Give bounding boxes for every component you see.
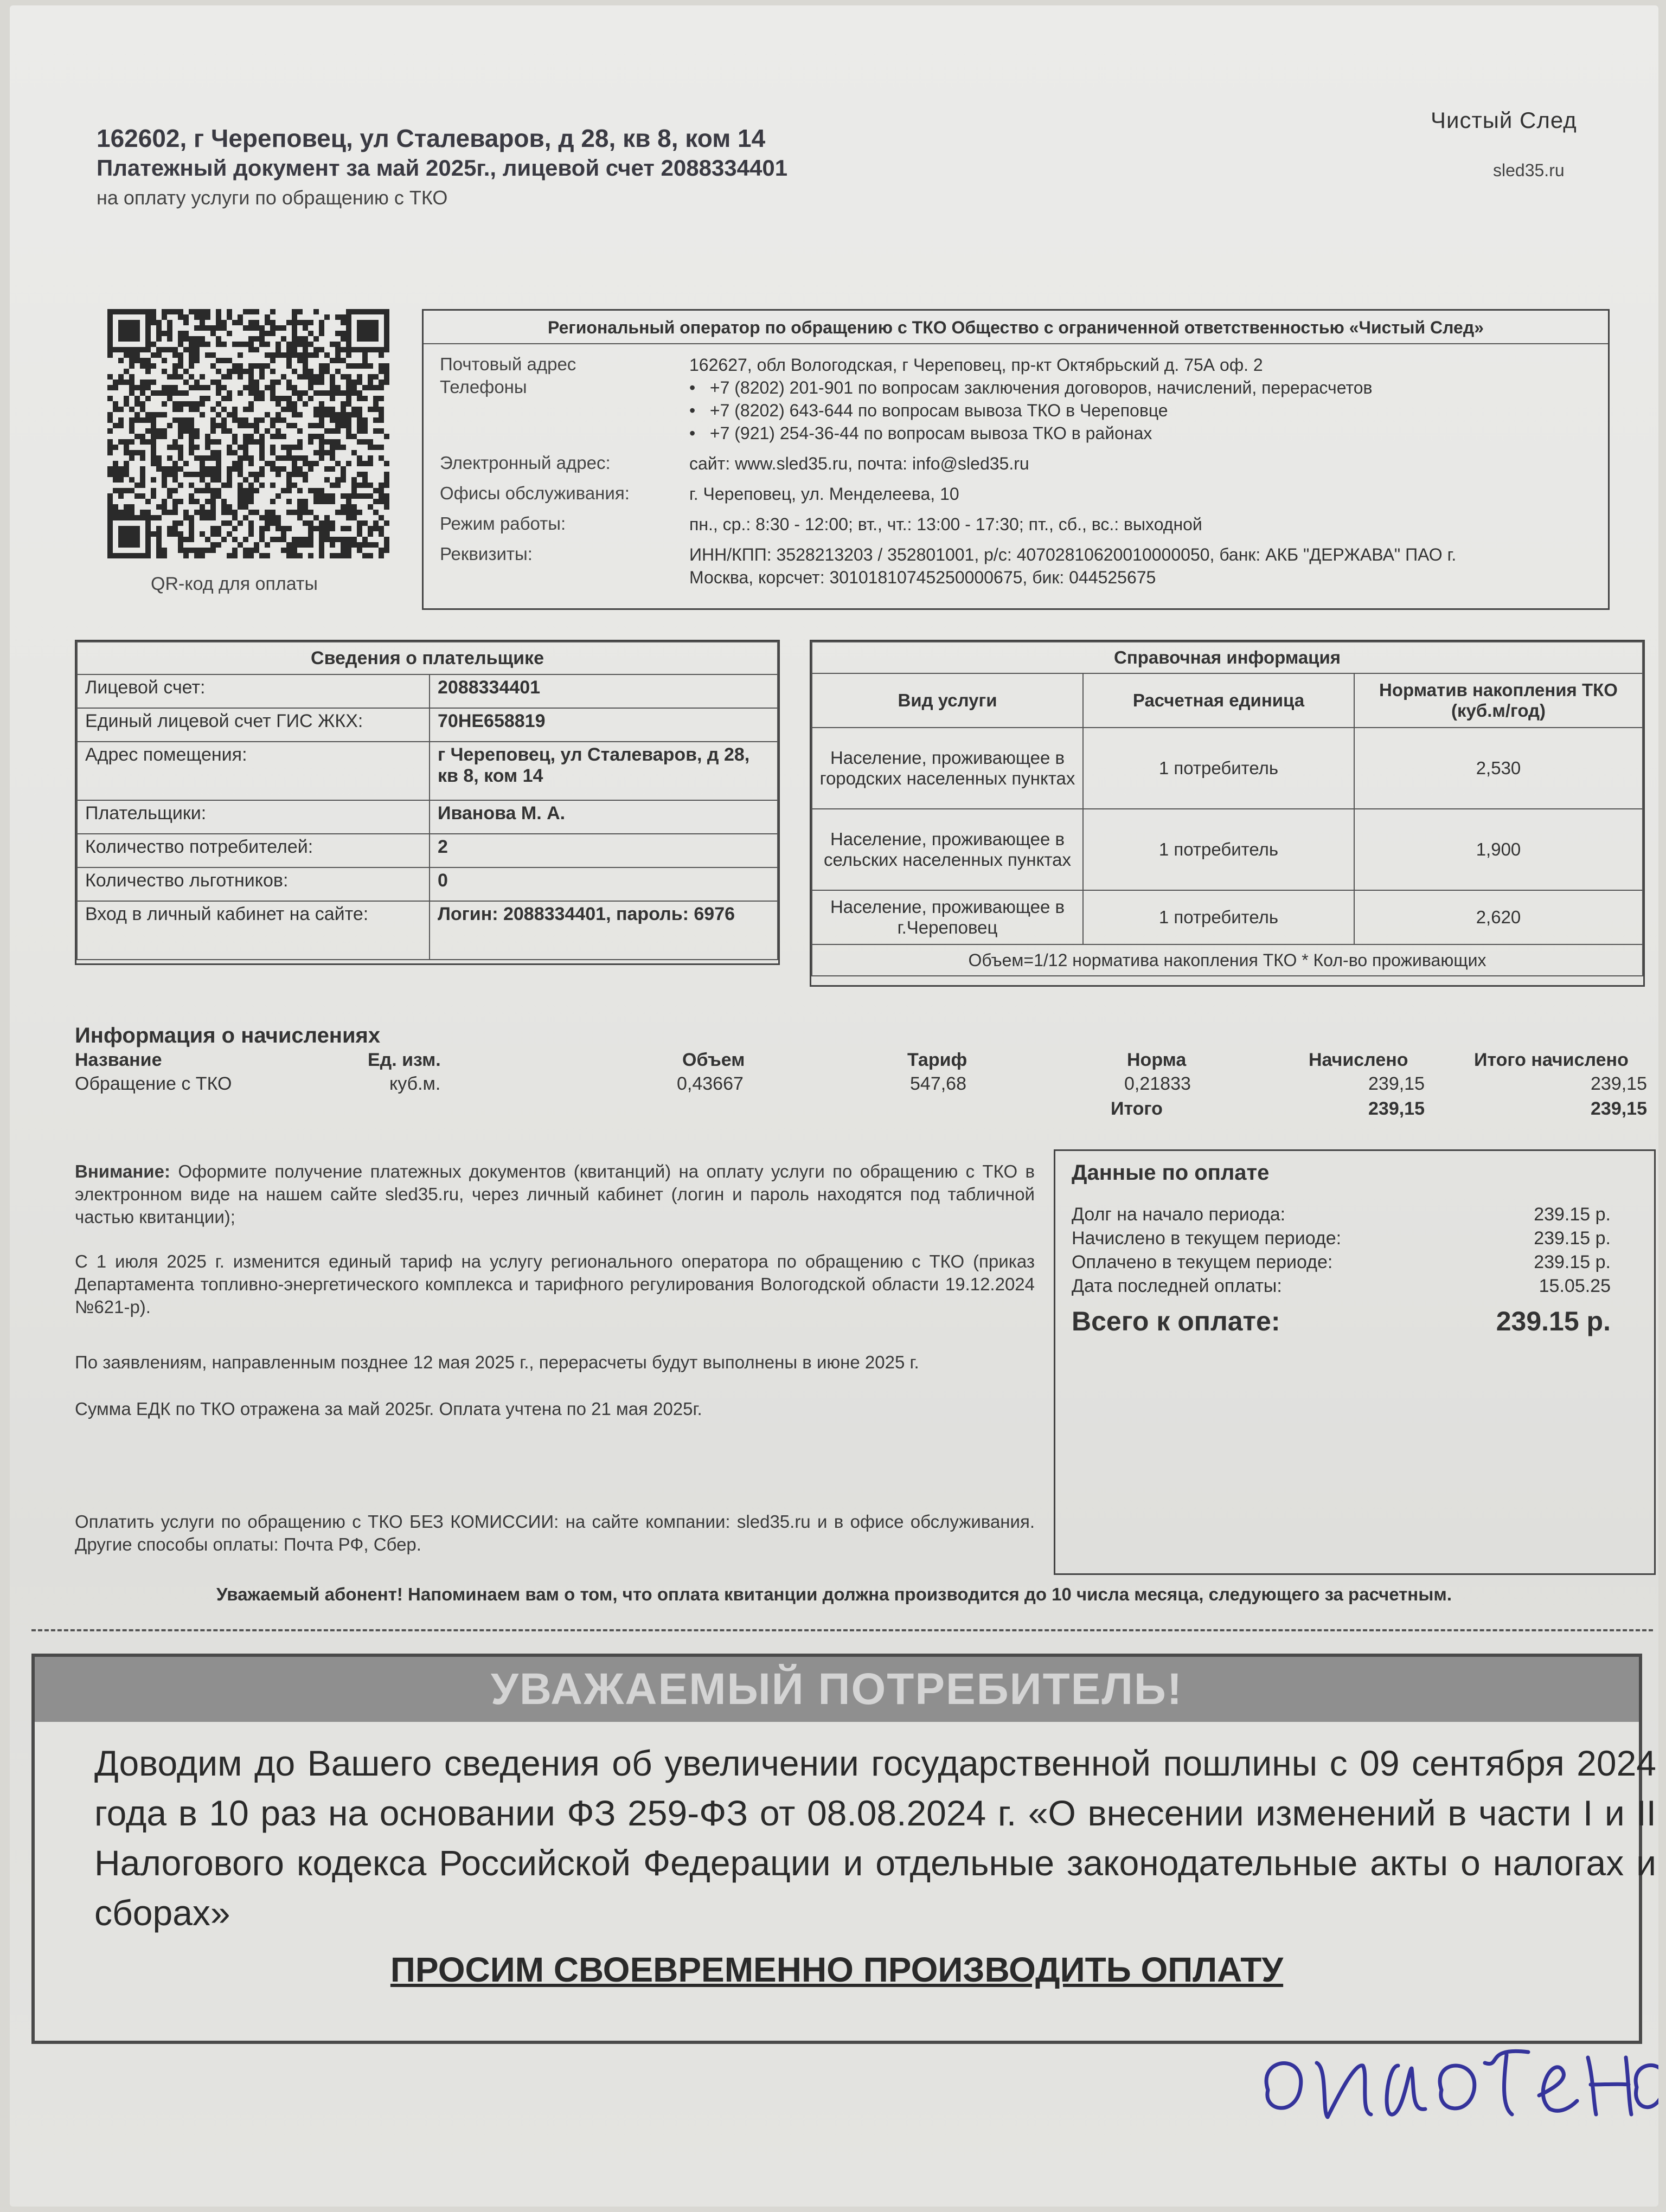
payment-total-label: Всего к оплате: [1072,1306,1280,1336]
charges-total-label: Итого [1111,1098,1163,1119]
charges-total-charged: 239,15 [1368,1098,1425,1119]
ref-header: Расчетная единица [1083,673,1354,728]
payer-value: 2 [430,834,778,867]
charges-row-name: Обращение с ТКО [75,1073,232,1094]
payer-value: 70НЕ658819 [430,708,778,742]
ref-norm: 1,900 [1354,809,1643,890]
ref-header: Вид услуги [812,673,1083,728]
notice-footer: ПРОСИМ СВОЕВРЕМЕННО ПРОИЗВОДИТЬ ОПЛАТУ [390,1950,1284,1989]
payer-label: Плательщики: [77,800,430,834]
charges-row-charged: 239,15 [1368,1073,1425,1094]
ref-service: Население, проживающее в г.Череповец [812,890,1083,944]
payment-value: 239.15 р. [1534,1228,1611,1249]
qr-caption: QR-код для оплаты [151,574,318,594]
notice-box [31,1654,1656,2044]
payment-reminder: Уважаемый абонент! Напоминаем вам о том, что оплата квитанции должна производится до 10 числа месяца, следующего за расчетным. [216,1584,1452,1604]
charges-total-sum: 239,15 [1591,1098,1647,1119]
payer-info-box [75,640,780,965]
payer-table [76,641,778,960]
payment-data-box [1054,1149,1656,1575]
charges-row-tariff: 547,68 [910,1073,966,1094]
ref-header: Норматив накопления ТКО (куб.м/год) [1354,673,1643,728]
offices-value: г. Череповец, ул. Менделеева, 10 [689,484,959,504]
phone-item: • +7 (8202) 201-901 по вопросам заключения договоров, начислений, перерасчетов [689,378,1373,397]
payment-value: 239.15 р. [1534,1204,1611,1225]
payment-total-value: 239.15 р. [1496,1306,1611,1336]
payment-document [10,5,1658,2207]
phone-item: • +7 (921) 254-36-44 по вопросам вывоза ТКО в районах [689,423,1152,443]
phones-label: Телефоны [440,377,527,397]
ref-service: Население, проживающее в сельских населенных пунктах [812,809,1083,890]
payer-label: Количество льготников: [77,867,430,901]
operator-info-box [422,309,1610,610]
requisites-label: Реквизиты: [440,544,533,564]
attention-text-1: Оформите получение платежных документов (квитанций) на оплату услуги по обращению с ТКО в электронном виде на нашем сайте sled35.ru, через личный кабинет (логин и пароль находятся под табличной частью квитанции); [75,1161,1035,1227]
postal-value: 162627, обл Вологодская, г Череповец, пр-кт Октябрьский д. 75А оф. 2 [689,355,1263,375]
company-site: sled35.ru [1493,160,1565,180]
reference-info-box [810,640,1645,987]
postal-label: Почтовый адрес [440,354,576,374]
handwritten-paid-signature [1246,2014,1658,2139]
reference-table [811,641,1643,976]
reference-title: Справочная информация [812,642,1643,673]
header-address: 162602, г Череповец, ул Сталеваров, д 28, кв 8, ком 14 [97,124,766,152]
operator-title: Региональный оператор по обращению с ТКО Общество с ограниченной ответственностью «Чистый След» [424,311,1608,344]
charges-header-tariff: Тариф [907,1050,967,1070]
payer-label: Единый лицевой счет ГИС ЖКХ: [77,708,430,742]
offices-label: Офисы обслуживания: [440,483,630,503]
ref-unit: 1 потребитель [1083,728,1354,809]
attention-bold: Внимание: [75,1161,170,1181]
payer-value: 2088334401 [430,674,778,708]
attention-paragraph-4: Сумма ЕДК по ТКО отражена за май 2025г. Оплата учтена по 21 мая 2025г. [75,1399,702,1419]
payer-value: г Череповец, ул Сталеваров, д 28, кв 8, ком 14 [430,742,778,800]
tear-line [31,1629,1653,1631]
phone-2: +7 (8202) 643-644 по вопросам вывоза ТКО в Череповце [709,401,1168,420]
ref-norm: 2,620 [1354,890,1643,944]
company-logo: Чистый След [1431,107,1577,133]
payer-value: Иванова М. А. [430,800,778,834]
qr-code-icon[interactable] [107,309,389,558]
reference-note: Объем=1/12 норматива накопления ТКО * Кол-во проживающих [812,944,1643,976]
charges-title: Информация о начислениях [75,1024,381,1047]
payer-label: Адрес помещения: [77,742,430,800]
charges-header-volume: Объем [682,1050,745,1070]
ref-norm: 2,530 [1354,728,1643,809]
email-label: Электронный адрес: [440,453,611,473]
charges-header-norm: Норма [1127,1050,1187,1070]
payer-value: 0 [430,867,778,901]
charges-row-total: 239,15 [1591,1073,1647,1094]
email-value: сайт: www.sled35.ru, почта: info@sled35.ru [689,454,1029,473]
attention-paragraph-3: По заявлениям, направленным позднее 12 мая 2025 г., перерасчеты будут выполнены в июне 2025 г. [75,1352,919,1372]
payment-label: Оплачено в текущем периоде: [1072,1252,1333,1272]
payer-label: Лицевой счет: [77,674,430,708]
hours-label: Режим работы: [440,513,566,533]
ref-unit: 1 потребитель [1083,809,1354,890]
phone-1: +7 (8202) 201-901 по вопросам заключения договоров, начислений, перерасчетов [709,378,1373,397]
hours-value: пн., ср.: 8:30 - 12:00; вт., чт.: 13:00 - 17:30; пт., сб., вс.: выходной [689,515,1202,534]
payer-value: Логин: 2088334401, пароль: 6976 [430,901,778,960]
charges-header-name: Название [75,1050,162,1070]
charges-row-volume: 0,43667 [677,1073,744,1094]
header-subtitle: на оплату услуги по обращению с ТКО [97,187,448,209]
charges-row-unit: куб.м. [389,1073,441,1094]
payment-value: 15.05.25 [1539,1276,1611,1296]
phone-item: • +7 (8202) 643-644 по вопросам вывоза ТКО в Череповце [689,401,1168,420]
charges-row-norm: 0,21833 [1124,1073,1191,1094]
charges-header-charged: Начислено [1309,1050,1408,1070]
attention-paragraph-5: Оплатить услуги по обращению с ТКО БЕЗ КОМИССИИ: на сайте компании: sled35.ru и в офисе обслуживания. Другие способы оплаты: Почта РФ, Сбер. [75,1512,1035,1554]
requisites-line-2: Москва, корсчет: 30101810745250000675, бик: 044525675 [689,568,1156,587]
attention-paragraph-1 [75,1160,1035,1229]
header-document-title: Платежный документ за май 2025г., лицевой счет 2088334401 [97,155,788,181]
payment-value: 239.15 р. [1534,1252,1611,1272]
charges-header-unit: Ед. изм. [368,1050,441,1070]
ref-service: Население, проживающее в городских населенных пунктах [812,728,1083,809]
charges-header-total: Итого начислено [1474,1050,1629,1070]
notice-heading: УВАЖАЕМЫЙ ПОТРЕБИТЕЛЬ! [35,1657,1639,1722]
payer-label: Количество потребителей: [77,834,430,867]
requisites-line-1: ИНН/КПП: 3528213203 / 352801001, р/с: 40702810620010000050, банк: АКБ "ДЕРЖАВА" ПАО г. [689,545,1457,564]
phone-3: +7 (921) 254-36-44 по вопросам вывоза ТКО в районах [709,423,1152,443]
payment-label: Долг на начало периода: [1072,1204,1286,1225]
ref-unit: 1 потребитель [1083,890,1354,944]
attention-paragraph-2: С 1 июля 2025 г. изменится единый тариф на услугу регионального оператора по обращению с ТКО (приказ Департамента топливно-энергетического комплекса и тарифного регулирования Вологодской области 19.12.2024 №621-р). [75,1251,1035,1317]
payment-title: Данные по оплате [1072,1161,1270,1185]
payer-label: Вход в личный кабинет на сайте: [77,901,430,960]
payment-label: Дата последней оплаты: [1072,1276,1282,1296]
notice-body: Доводим до Вашего сведения об увеличении государственной пошлины с 09 сентября 2024 года в 10 раз на основании ФЗ 259-ФЗ от 08.08.2024 г. «О внесении изменений в части I и II Налогового кодекса Российской Федерации и отдельные законодательные акты о налогах и сборах» [94,1743,1656,1933]
payment-label: Начислено в текущем периоде: [1072,1228,1342,1249]
payer-title: Сведения о плательщике [77,642,778,674]
